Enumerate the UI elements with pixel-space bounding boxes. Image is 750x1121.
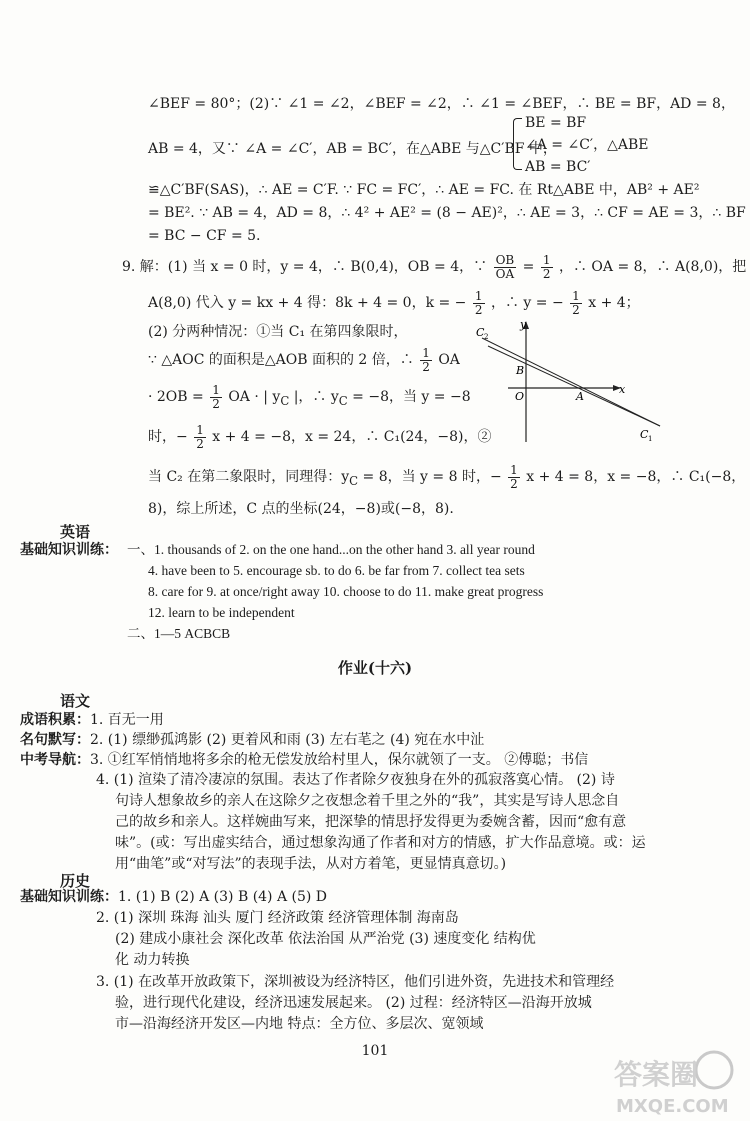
system-line: AB = BC′	[525, 159, 591, 175]
chinese-row: 己的故乡和亲人。这样婉曲写来，把深挚的情思抒发得更为委婉含蓄，因而“愈有意	[115, 814, 627, 830]
point-a-label: A	[576, 390, 584, 403]
chinese-row: 成语积累：1. 百无一用	[20, 712, 164, 728]
math-line: AB = 4，又∵ ∠A = ∠C′，AB = BC′，在△ABE 与△C′BF 中，	[148, 141, 557, 157]
math-line: 当 C₂ 在第二象限时，同理得：$y_C = 8$，当 y = 8 时，− $\frac{1}{2}$ x + 4 = 8，x = −8，∴ C₁(−8，	[148, 462, 746, 491]
english-answer-row: 8. care for 9. at once/right away 10. choose to do 11. make great progress	[148, 584, 544, 599]
english-answer-row: 4. have been to 5. encourage sb. to do 6. be far from 7. collect tea sets	[148, 563, 525, 578]
watermark-text: 答案圈	[614, 1058, 699, 1091]
watermark-logo	[610, 1048, 740, 1118]
chinese-row: 中考导航：3. ①红军悄悄地将多余的枪无偿发放给村里人，保尔就领了一支。 ②傅聪；书信	[20, 752, 589, 768]
math-line: · 2OB = $\frac{1}{2}$ OA · | $y_C$ |，∴ $y_C = -8$，当 y = −8	[148, 382, 471, 411]
math-line: = BE². ∵ AB = 4，AD = 8，∴ 4² + AE² = (8 − AE)²，∴ AE = 3，∴ CF = AE = 3，∴ BF	[148, 205, 746, 221]
history-row: 3. (1) 在改革开放政策下，深圳被设为经济特区，他们引进外资，先进技术和管理经	[96, 974, 615, 990]
x-axis-label: x	[619, 383, 626, 396]
math-line: ∠BEF = 80°；(2)∵ ∠1 = ∠2，∠BEF = ∠2，∴ ∠1 = ∠BEF，∴ BE = BF，AD = 8，	[148, 96, 735, 112]
chinese-row: 4. (1) 渲染了清冷凄凉的氛围。表达了作者除夕夜独身在外的孤寂落寞心情。 (2) 诗	[96, 772, 615, 788]
y-axis-label: y	[520, 318, 527, 331]
english-answer-row: 二、1—5 ACBCB	[127, 626, 231, 641]
point-c1-subscript: 1	[648, 435, 653, 443]
history-heading: 历史	[60, 872, 91, 890]
history-row: 验，进行现代化建设，经济迅速发展起来。 (2) 过程：经济特区—沿海开放城	[115, 995, 592, 1011]
history-row: 2. (1) 深圳 珠海 汕头 厦门 经济政策 经济管理体制 海南岛	[96, 910, 459, 926]
chinese-row: 用“曲笔”或“对写法”的表现手法，从对方着笔，更显情真意切。)	[115, 856, 507, 872]
system-line: BE = BF	[525, 115, 587, 131]
point-c2-subscript: 2	[484, 333, 489, 341]
math-line: 9. 解：(1) 当 x = 0 时，y = 4，∴ B(0,4)，OB = 4，∵ $\frac{OB}{OA}$ = $\frac{1}{2}$ ，∴ OA = 8，∴ A(8,0)，把	[122, 252, 747, 281]
english-heading: 英语	[60, 523, 91, 541]
history-row: (2) 建成小康社会 深化改革 依法治国 从严治党 (3) 速度变化 结构优	[115, 931, 536, 947]
chinese-heading: 语文	[60, 692, 91, 710]
english-section-label: 基础知识训练：	[20, 542, 118, 558]
history-row: 基础知识训练：1. (1) B (2) A (3) B (4) A (5) D	[20, 889, 328, 905]
english-answer-row: 12. learn to be independent	[148, 605, 295, 620]
math-line: 时，− $\frac{1}{2}$ x + 4 = −8，x = 24，∴ C₁(24，−8)，②	[148, 422, 492, 451]
point-c2-label: C	[476, 326, 485, 339]
watermark-url: MXQE.COM	[616, 1096, 729, 1117]
line-oc1	[488, 346, 660, 426]
english-answer-row: 一、1. thousands of 2. on the one hand...on the other hand 3. all year round	[127, 542, 535, 557]
math-line: (2) 分两种情况：①当 C₁ 在第四象限时，	[148, 324, 408, 340]
chinese-row: 句诗人想象故乡的亲人在这除夕之夜想念着千里之外的“我”，其实是写诗人思念自	[115, 793, 620, 809]
page-number: 101	[361, 1043, 389, 1059]
math-line: ≌△C′BF(SAS)，∴ AE = C′F. ∵ FC = FC′，∴ AE = FC. 在 Rt△ABE 中，AB² + AE²	[148, 182, 700, 198]
chinese-row: 味”。(或：写出虚实结合，通过想象沟通了作者和对方的情感，扩大作品意境。或：运	[115, 835, 646, 851]
line-ab	[482, 338, 660, 426]
math-line: A(8,0) 代入 y = kx + 4 得：8k + 4 = 0，k = − $\frac{1}{2}$ ，∴ y = − $\frac{1}{2}$ x + 4；	[148, 288, 640, 317]
point-b-label: B	[516, 364, 525, 377]
point-c1-label: C	[640, 428, 649, 441]
point-o-label: O	[515, 390, 525, 403]
equation-brace	[513, 118, 522, 170]
coordinate-figure	[468, 318, 668, 448]
chinese-row: 名句默写：2. (1) 缥缈孤鸿影 (2) 更着风和雨 (3) 左右芼之 (4) 宛在水中沚	[20, 732, 485, 748]
history-row: 化 动力转换	[115, 952, 190, 968]
math-line: 8)，综上所述，C 点的坐标(24，−8)或(−8，8).	[148, 501, 454, 517]
history-row: 市—沿海经济开发区—内地 特点：全方位、多层次、宽领域	[115, 1016, 484, 1032]
section-title: 作业(十六)	[337, 659, 413, 677]
math-line: ∵ △AOC 的面积是△AOB 面积的 2 倍，∴ $\frac{1}{2}$ OA	[148, 345, 460, 374]
math-line: = BC − CF = 5.	[148, 228, 261, 244]
system-line: ∠A = ∠C′，△ABE	[525, 137, 649, 153]
